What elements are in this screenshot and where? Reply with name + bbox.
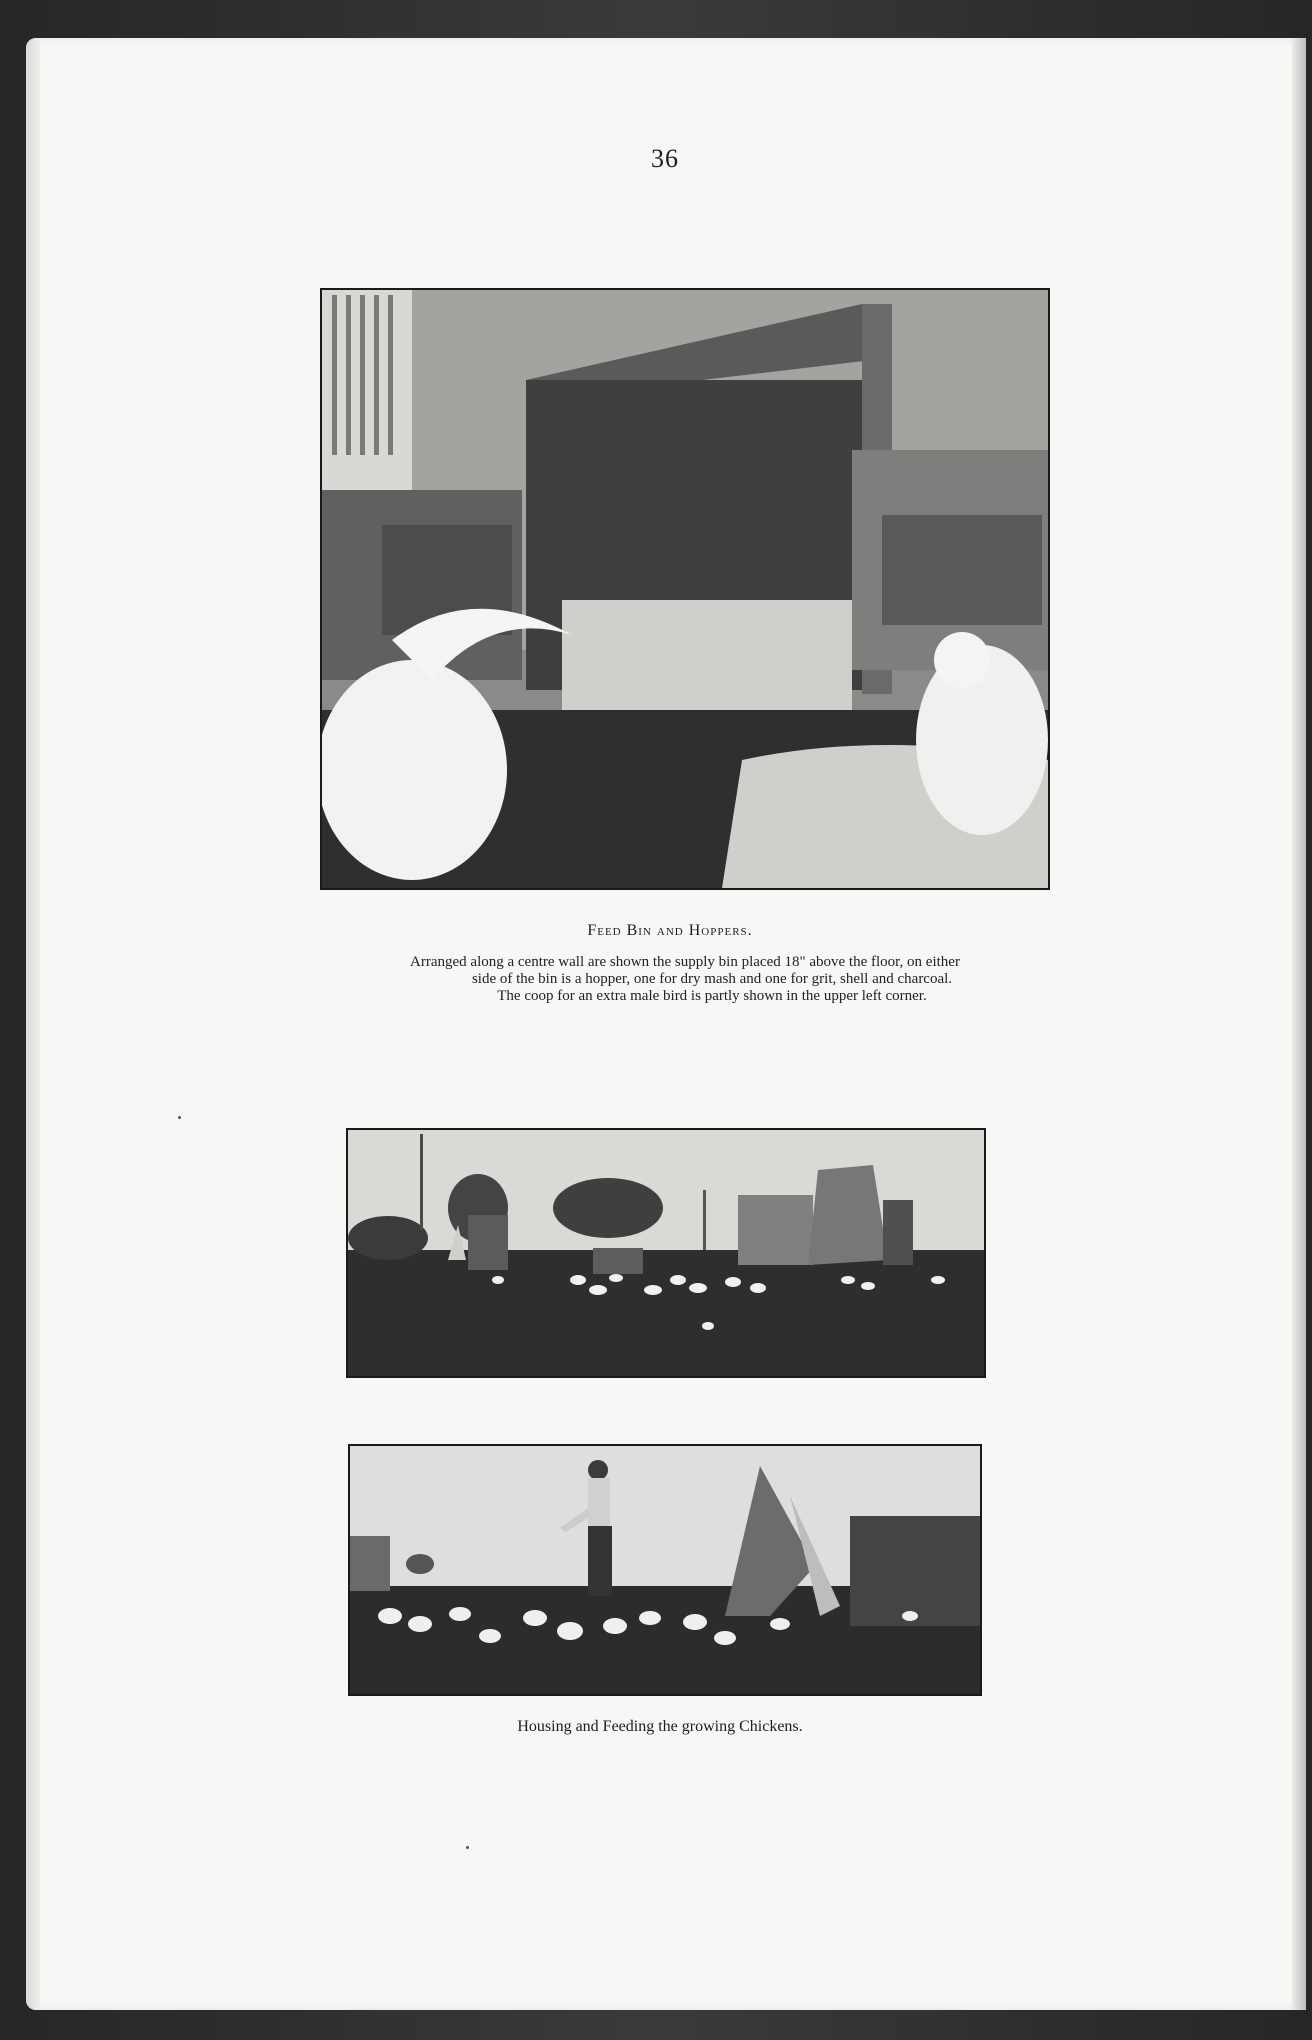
feed-bin-photo-illustration xyxy=(322,290,1048,888)
caption-line: Arranged along a centre wall are shown the supply bin placed 18" above the floor, on either xyxy=(410,954,960,970)
caption-line: side of the bin is a hopper, one for dry mash and one for grit, shell and charcoal. xyxy=(471,971,953,987)
photo-feeding-growing-chickens xyxy=(348,1444,982,1696)
figure-caption-housing-feeding: Housing and Feeding the growing Chickens. xyxy=(517,1718,803,1735)
coops-photo-illustration xyxy=(348,1130,984,1376)
caption-line: The coop for an extra male bird is partly shown in the upper left corner. xyxy=(497,988,927,1004)
figure-caption-feed-bin xyxy=(300,954,1070,1005)
paper-speck xyxy=(466,1846,469,1849)
photo-chickens-and-coops xyxy=(346,1128,986,1378)
photo-feed-bin-and-hoppers xyxy=(320,288,1050,890)
page-edge-right xyxy=(1292,38,1306,2010)
paper-speck xyxy=(178,1116,181,1119)
feeding-photo-illustration xyxy=(350,1446,980,1694)
page-number: 36 xyxy=(651,144,679,173)
page-edge-left xyxy=(26,38,40,2010)
figure-title-feed-bin: Feed Bin and Hoppers. xyxy=(587,922,753,939)
